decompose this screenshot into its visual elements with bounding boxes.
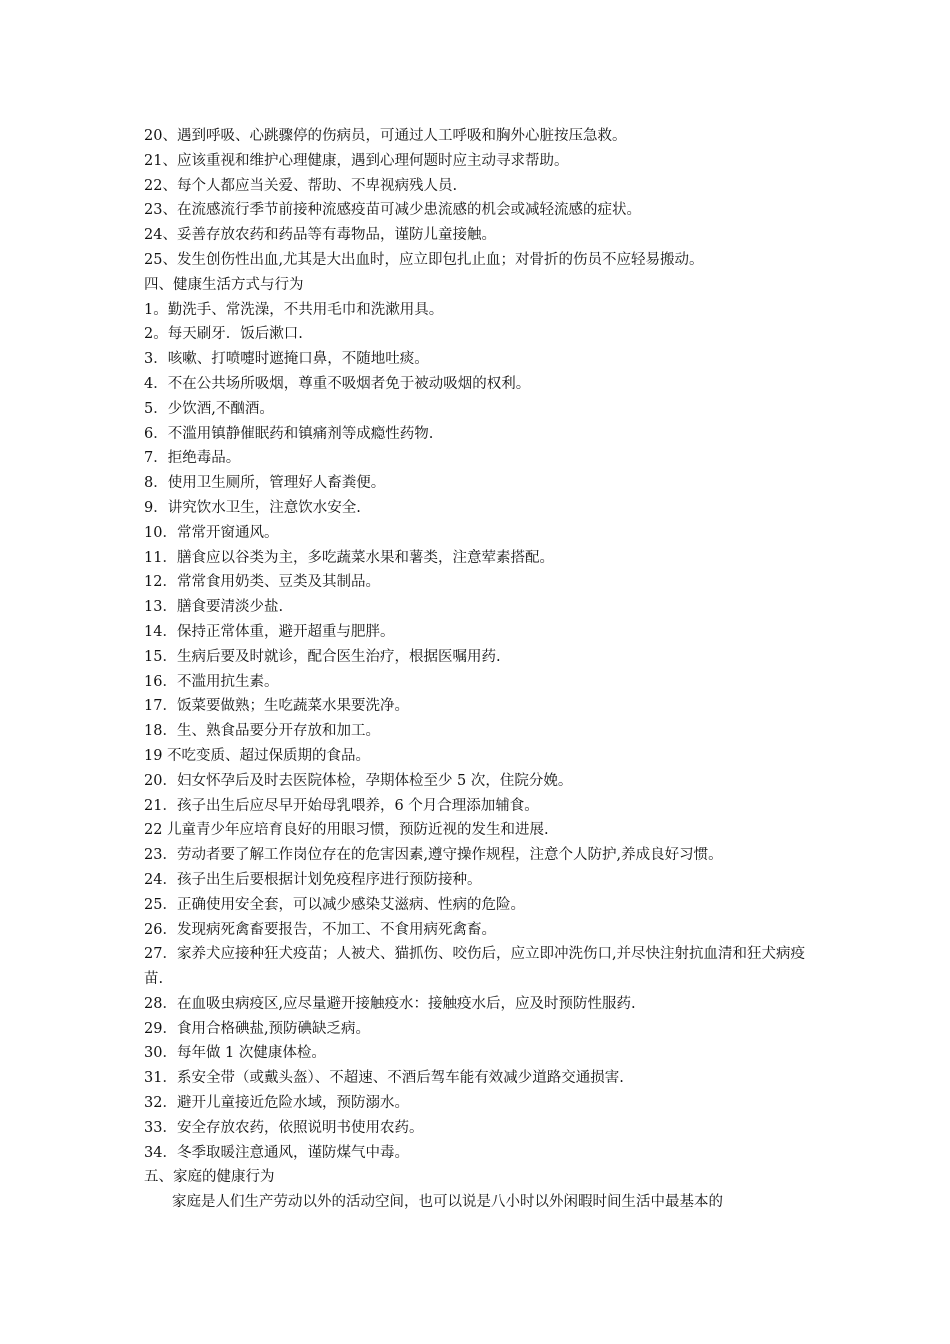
wrapped-text-line: 27．家养犬应接种狂犬疫苗；人被犬、猫抓伤、咬伤后，应立即冲洗伤口,并尽快注射抗血清和狂犬病疫苗. <box>144 946 806 988</box>
text-line: 8．使用卫生厕所，管理好人畜粪便。 <box>144 475 386 492</box>
text-line: 7．拒绝毒品。 <box>144 450 241 467</box>
text-line: 15．生病后要及时就诊，配合医生治疗，根据医嘱用药. <box>144 648 501 665</box>
text-line: 21．孩子出生后应尽早开始母乳喂养，6 个月合理添加辅食。 <box>144 797 539 814</box>
text-line: 1。勤洗手、常洗澡，不共用毛巾和洗漱用具。 <box>144 301 444 318</box>
text-line: 16．不滥用抗生素。 <box>144 673 279 690</box>
text-line: 17．饭菜要做熟；生吃蔬菜水果要洗净。 <box>144 698 409 715</box>
text-line: 20、遇到呼吸、心跳骤停的伤病员，可通过人工呼吸和胸外心脏按压急救。 <box>144 128 627 144</box>
text-line: 31．系安全带（或戴头盔）、不超速、不酒后驾车能有效减少道路交通损害. <box>144 1070 624 1087</box>
text-line: 24、妥善存放农药和药品等有毒物品，谨防儿童接触。 <box>144 227 496 244</box>
text-line: 32．避开儿童接近危险水域，预防溺水。 <box>144 1095 409 1112</box>
text-line: 12．常常食用奶类、豆类及其制品。 <box>144 574 380 591</box>
text-line: 19 不吃变质、超过保质期的食品。 <box>144 747 371 764</box>
text-line: 23、在流感流行季节前接种流感疫苗可减少患流感的机会或减轻流感的症状。 <box>144 202 641 219</box>
text-line: 23．劳动者要了解工作岗位存在的危害因素,遵守操作规程，注意个人防护,养成良好习惯。 <box>144 847 723 864</box>
text-line: 6．不滥用镇静催眠药和镇痛剂等成瘾性药物. <box>144 425 434 442</box>
text-line: 30．每年做 1 次健康体检。 <box>144 1045 326 1062</box>
paragraph-text: 家庭是人们生产劳动以外的活动空间，也可以说是八小时以外闲暇时间生活中最基本的 <box>172 1194 723 1211</box>
text-line: 22、每个人都应当关爱、帮助、不卑视病残人员. <box>144 177 458 194</box>
text-line: 28．在血吸虫病疫区,应尽量避开接触疫水：接触疫水后，应及时预防性服药. <box>144 995 636 1012</box>
section-heading: 五、家庭的健康行为 <box>144 1169 275 1186</box>
text-line: 26．发现病死禽畜要报告，不加工、不食用病死禽畜。 <box>144 921 496 938</box>
section-heading: 四、健康生活方式与行为 <box>144 276 304 293</box>
text-line: 11．膳食应以谷类为主，多吃蔬菜水果和薯类，注意荤素搭配。 <box>144 549 554 566</box>
text-line: 24．孩子出生后要根据计划免疫程序进行预防接种。 <box>144 871 482 888</box>
text-line: 13．膳食要清淡少盐. <box>144 599 284 616</box>
text-line: 5．少饮酒,不酗酒。 <box>144 400 274 417</box>
text-line: 14．保持正常体重，避开超重与肥胖。 <box>144 623 395 640</box>
text-line: 21、应该重视和维护心理健康，遇到心理何题时应主动寻求帮助。 <box>144 152 569 169</box>
text-line: 3．咳嗽、打喷嚏时遮掩口鼻，不随地吐痰。 <box>144 351 429 368</box>
text-line: 10．常常开窗通风。 <box>144 524 279 541</box>
text-line: 34．冬季取暖注意通风，谨防煤气中毒。 <box>144 1144 409 1161</box>
text-line: 33．安全存放农药，依照说明书使用农药。 <box>144 1119 424 1136</box>
text-line: 25．正确使用安全套，可以减少感染艾滋病、性病的危险。 <box>144 896 525 913</box>
document-body <box>144 124 814 1215</box>
text-line: 22 儿童青少年应培育良好的用眼习惯，预防近视的发生和进展. <box>144 822 549 839</box>
text-line: 18．生、熟食品要分开存放和加工。 <box>144 723 380 740</box>
text-line: 4．不在公共场所吸烟，尊重不吸烟者免于被动吸烟的权利。 <box>144 375 531 392</box>
text-line: 25、发生创伤性出血,尤其是大出血时，应立即包扎止血；对骨折的伤员不应轻易搬动。 <box>144 251 704 268</box>
text-line: 9．讲究饮水卫生，注意饮水安全. <box>144 499 361 516</box>
text-line: 29．食用合格碘盐,预防碘缺乏病。 <box>144 1020 371 1037</box>
text-line: 20．妇女怀孕后及时去医院体检，孕期体检至少 5 次，住院分娩。 <box>144 772 573 789</box>
text-line: 2。每天刷牙．饭后漱口. <box>144 326 303 343</box>
